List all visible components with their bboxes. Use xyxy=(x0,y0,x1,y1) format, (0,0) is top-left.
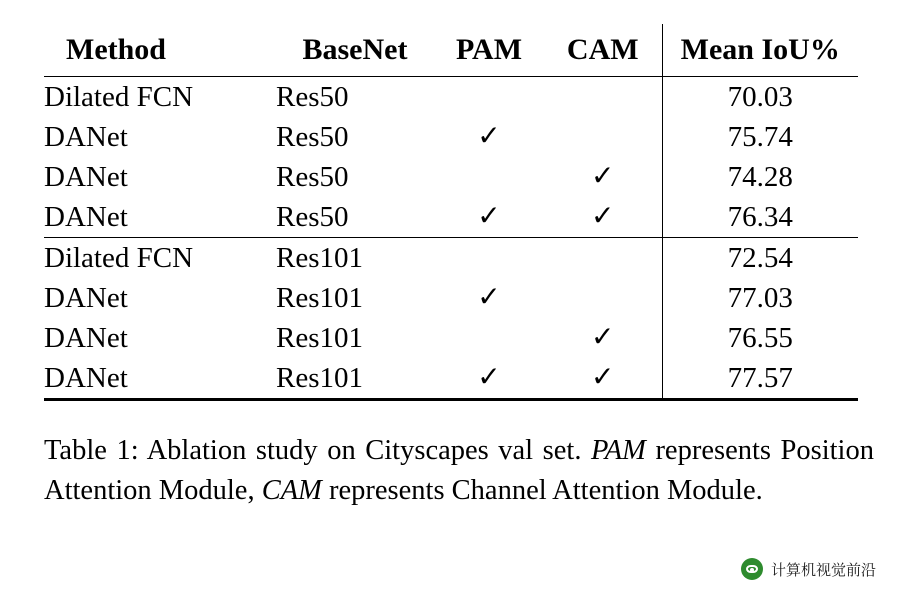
table-row xyxy=(44,157,858,197)
bottom-rule-cell xyxy=(44,400,858,402)
table-caption xyxy=(44,431,874,511)
cell-mean-iou: 77.57 xyxy=(662,358,858,400)
cell-cam: ✓ xyxy=(591,362,615,393)
cell-basenet: Res101 xyxy=(276,322,363,354)
cell-method: Dilated FCN xyxy=(44,77,276,118)
cell-pam: ✓ xyxy=(477,121,501,152)
ablation-table xyxy=(44,24,858,401)
cell-method: DANet xyxy=(44,121,128,153)
table-header-row xyxy=(44,24,858,77)
caption-text-3: represents Channel Attention Module. xyxy=(321,475,763,506)
cell-mean-iou: 75.74 xyxy=(662,117,858,157)
watermark xyxy=(741,558,876,580)
cell-pam: ✓ xyxy=(477,362,501,393)
column-header-method: Method xyxy=(66,33,166,66)
cell-method: DANet xyxy=(44,161,128,193)
table-row xyxy=(44,77,858,118)
table-header xyxy=(44,24,858,77)
cell-cam xyxy=(544,238,662,279)
cell-basenet: Res50 xyxy=(276,121,349,153)
cell-cam: ✓ xyxy=(591,201,615,232)
cell-method: Dilated FCN xyxy=(44,238,276,279)
table-bottom-rule xyxy=(44,400,858,402)
table-row xyxy=(44,117,858,157)
cell-cam xyxy=(544,278,662,318)
cell-mean-iou: 77.03 xyxy=(662,278,858,318)
table-row xyxy=(44,197,858,238)
cell-cam xyxy=(544,77,662,118)
column-header-basenet: BaseNet xyxy=(302,33,408,66)
cell-mean-iou: 70.03 xyxy=(662,77,858,118)
watermark-text: 计算机视觉前沿 xyxy=(770,560,876,579)
cell-pam xyxy=(434,238,544,279)
cell-pam: ✓ xyxy=(477,201,501,232)
camera-eye-icon xyxy=(741,558,763,580)
cell-basenet: Res50 xyxy=(276,77,434,118)
table-body xyxy=(44,77,858,402)
cell-method: DANet xyxy=(44,282,128,314)
column-header-mean-iou: Mean IoU% xyxy=(662,24,858,77)
caption-emphasis-cam: CAM xyxy=(261,475,322,506)
cell-mean-iou: 76.55 xyxy=(662,318,858,358)
table-row xyxy=(44,278,858,318)
cell-method: DANet xyxy=(44,322,128,354)
cell-mean-iou: 76.34 xyxy=(662,197,858,238)
table-row xyxy=(44,358,858,400)
cell-basenet: Res101 xyxy=(276,362,363,394)
cell-basenet: Res50 xyxy=(276,161,349,193)
table-row xyxy=(44,318,858,358)
cell-mean-iou: 74.28 xyxy=(662,157,858,197)
cell-basenet: Res50 xyxy=(276,201,349,233)
cell-pam xyxy=(434,77,544,118)
caption-text-1: Ablation study on Cityscapes val set. xyxy=(138,435,591,466)
cell-pam xyxy=(434,318,544,358)
column-header-pam: PAM xyxy=(455,33,523,66)
cell-basenet: Res101 xyxy=(276,282,363,314)
table-row xyxy=(44,238,858,279)
cell-mean-iou: 72.54 xyxy=(662,238,858,279)
caption-text-2: represents Position Attention Module, xyxy=(44,435,874,506)
cell-cam xyxy=(544,117,662,157)
cell-cam: ✓ xyxy=(591,322,615,353)
cell-basenet: Res101 xyxy=(276,238,434,279)
caption-label: Table 1: xyxy=(44,435,139,466)
column-header-cam: CAM xyxy=(566,33,639,66)
cell-pam: ✓ xyxy=(477,282,501,313)
cell-pam xyxy=(434,157,544,197)
cell-method: DANet xyxy=(44,362,128,394)
caption-emphasis-pam: PAM xyxy=(591,435,646,466)
cell-method: DANet xyxy=(44,201,128,233)
cell-cam: ✓ xyxy=(591,161,615,192)
